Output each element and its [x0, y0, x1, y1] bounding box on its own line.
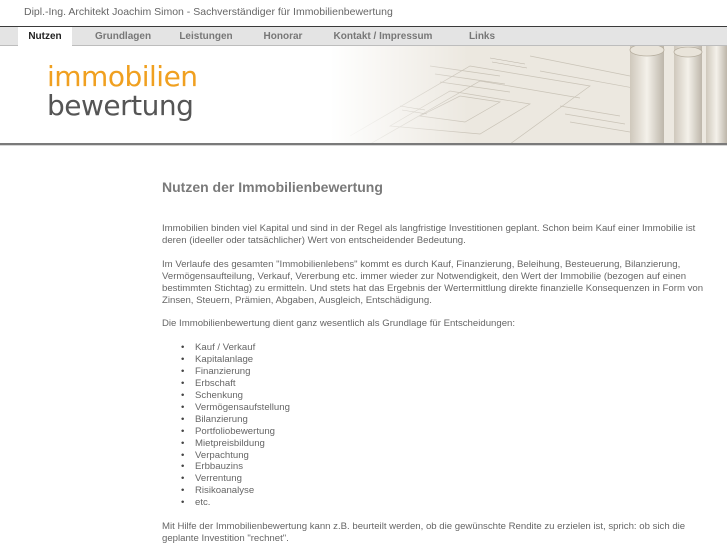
return-paragraph: Mit Hilfe der Immobilienbewertung kann z.B. beurteilt werden, ob die gewünschte Rendite zu erzielen ist, sprich: ob sich die geplante Investition "rechnet".: [162, 521, 686, 544]
list-item: • etc.: [181, 497, 707, 509]
logo-line-bewertung: bewertung: [47, 89, 194, 122]
blueprint-photo: [330, 46, 727, 144]
list-item: • Kauf / Verkauf: [181, 342, 707, 354]
lifecycle-paragraph: Im Verlaufe des gesamten "Immobilienlebens" kommt es durch Kauf, Finanzierung, Beleihung, Besteuerung, Bilanzierung, Vermögensaufteilung, Verkauf, Vererbung etc. immer wieder zur Notwendigkeit, den Wert der Immobilie (bezogen auf einen bestimmten Stichtag) zu ermitteln. Und stets hat das Ergebnis der Wertermittlung direkte finanzielle Konsequenzen in Form von Zinsen, Steuern, Prämien, Abgaben, Ausgleich, Entschädigung.: [162, 258, 704, 306]
header-divider-shadow: [0, 145, 727, 146]
list-item: • Kapitalanlage: [181, 354, 707, 366]
list-item: • Vermögensaufstellung: [181, 402, 707, 414]
list-item: • Verrentung: [181, 473, 707, 485]
main-content: [162, 178, 707, 545]
nav-item-grundlagen[interactable]: Grundlagen: [94, 31, 152, 42]
list-item: • Schenkung: [181, 390, 707, 402]
header-banner: [0, 46, 727, 144]
list-item: • Portfoliobewertung: [181, 426, 707, 438]
logo-line-immobilien: immobilien: [47, 60, 198, 93]
top-bar: [0, 0, 727, 26]
site-logo[interactable]: [47, 60, 198, 122]
list-item: • Verpachtung: [181, 450, 707, 462]
nav-item-leistungen[interactable]: Leistungen: [179, 31, 233, 42]
nav-item-links[interactable]: Links: [468, 31, 496, 42]
nav-item-honorar[interactable]: Honorar: [263, 31, 303, 42]
page-title: Nutzen der Immobilienbewertung: [162, 179, 383, 195]
list-item: • Risikoanalyse: [181, 485, 707, 497]
list-item: • Finanzierung: [181, 366, 707, 378]
main-navigation: [0, 26, 727, 46]
nav-item-kontakt-impressum[interactable]: Kontakt / Impressum: [333, 31, 433, 42]
list-item: • Erbbauzins: [181, 461, 707, 473]
decisions-list: [181, 342, 707, 509]
list-item: • Mietpreisbildung: [181, 438, 707, 450]
list-item: • Erbschaft: [181, 378, 707, 390]
decisions-paragraph: Die Immobilienbewertung dient ganz wesentlich als Grundlage für Entscheidungen:: [162, 318, 516, 330]
list-item: • Bilanzierung: [181, 414, 707, 426]
intro-paragraph: Immobilien binden viel Kapital und sind in der Regel als langfristige Investitionen geplant. Schon beim Kauf einer Immobilie ist deren (ideeller oder tatsächlicher) Wert von entscheidender Bedeutung.: [162, 223, 696, 246]
site-title: Dipl.-Ing. Architekt Joachim Simon - Sachverständiger für Immobilienbewertung: [24, 6, 393, 18]
nav-item-nutzen[interactable]: Nutzen: [18, 27, 72, 46]
